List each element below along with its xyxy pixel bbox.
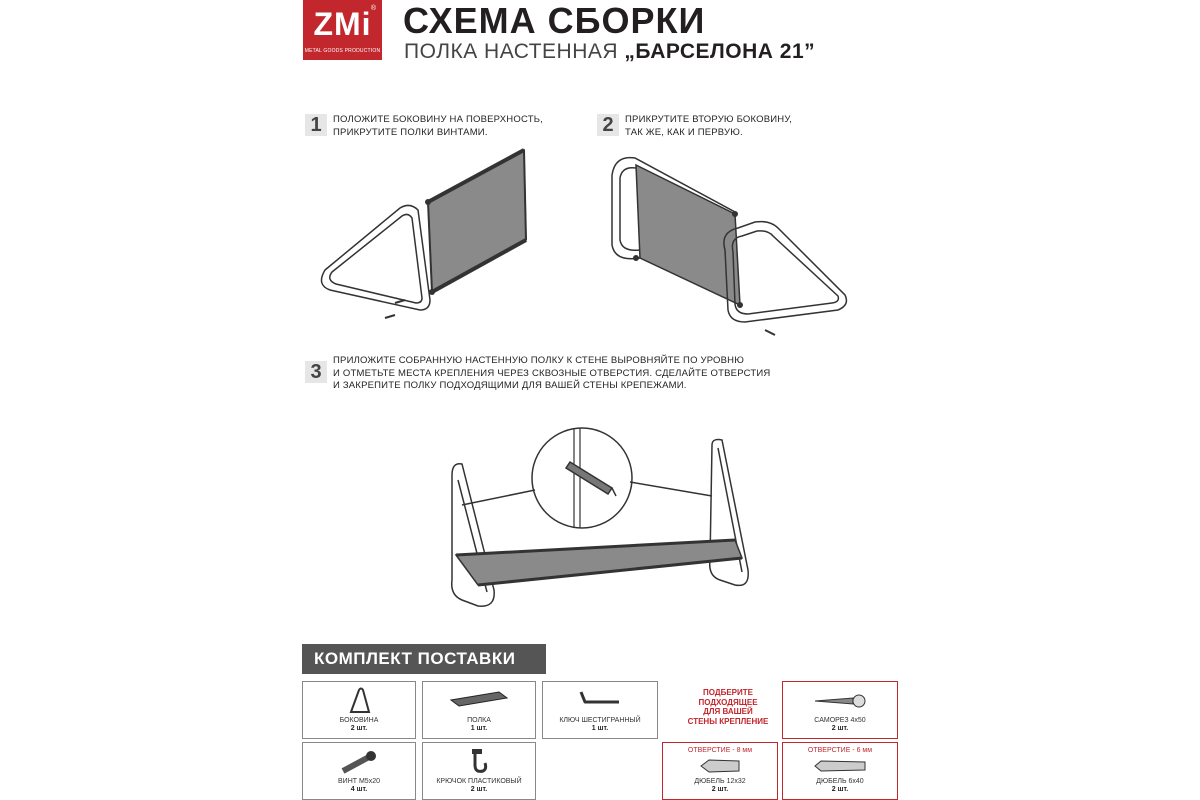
kit-item-label: ДЮБЕЛЬ 6x40 (816, 778, 864, 785)
logo-text: ZMi (313, 6, 372, 42)
logo-registered-mark: ® (370, 5, 376, 12)
step-2-text: ПРИКРУТИТЕ ВТОРУЮ БОКОВИНУ, ТАК ЖЕ, КАК И ПЕРВУЮ. (625, 114, 793, 138)
side-frame-icon (347, 686, 371, 716)
hole-size-label: ОТВЕРСТИЕ - 8 мм (687, 747, 753, 754)
shelf-icon (449, 690, 509, 710)
kit-item-label: САМОРЕЗ 4x50 (814, 717, 866, 724)
hex-key-icon (577, 688, 623, 712)
kit-item-shelf (422, 681, 536, 739)
kit-item-qty: 1 шт. (591, 725, 609, 732)
kit-item-label: ПОЛКА (467, 717, 491, 724)
kit-item-hex-key (542, 681, 658, 739)
page-title: СХЕМА СБОРКИ (403, 0, 706, 41)
kit-item-dowel-6x40 (782, 742, 898, 800)
kit-item-label: БОКОВИНА (339, 717, 379, 724)
kit-item-side-frame (302, 681, 416, 739)
kit-item-label: КЛЮЧ ШЕСТИГРАННЫЙ (559, 717, 641, 724)
screw-icon (813, 692, 867, 710)
hole-size-label: ОТВЕРСТИЕ - 6 мм (807, 747, 873, 754)
kit-item-qty: 2 шт. (470, 786, 488, 793)
kit-item-label: ВИНТ М5x20 (338, 778, 380, 785)
step-3-text: ПРИЛОЖИТЕ СОБРАННУЮ НАСТЕННУЮ ПОЛКУ К СТЕНЕ ВЫРОВНЯЙТЕ ПО УРОВНЮ И ОТМЕТЬТЕ МЕСТА КРЕПЛЕНИЯ ЧЕРЕЗ СКВОЗНЫЕ ОТВЕРСТИЯ. СДЕЛАЙТЕ ОТВЕРСТИЯ И ЗАКРЕПИТЕ ПОЛКУ ПОДХОДЯЩИМИ ДЛЯ ВАШЕЙ СТЕНЫ КРЕПЕЖАМИ. (333, 355, 771, 391)
kit-item-qty: 1 шт. (470, 725, 488, 732)
bolt-icon (339, 751, 379, 775)
subtitle-prefix: ПОЛКА НАСТЕННАЯ (404, 40, 619, 63)
hook-icon (469, 747, 491, 777)
kit-item-label: ДЮБЕЛЬ 12x32 (694, 778, 746, 785)
step-1-text: ПОЛОЖИТЕ БОКОВИНУ НА ПОВЕРХНОСТЬ, ПРИКРУТИТЕ ПОЛКИ ВИНТАМИ. (333, 114, 543, 138)
kit-item-label: КРЮЧОК ПЛАСТИКОВЫЙ (436, 778, 522, 785)
kit-item-qty: 4 шт. (350, 786, 368, 793)
kit-item-qty: 2 шт. (831, 786, 849, 793)
kit-item-qty: 2 шт. (831, 725, 849, 732)
product-name: „БАРСЕЛОНА 21” (624, 40, 816, 63)
dowel-icon (699, 757, 741, 775)
kit-item-bolt (302, 742, 416, 800)
step-2-number: 2 (597, 114, 619, 136)
kit-item-qty: 2 шт. (711, 786, 729, 793)
dowel-icon (813, 757, 867, 775)
step-3-number: 3 (305, 361, 327, 383)
kit-item-screw (782, 681, 898, 739)
logo-subtitle: METAL GOODS PRODUCTION (304, 48, 381, 54)
step-1-number: 1 (305, 114, 327, 136)
kit-item-dowel-12x32 (662, 742, 778, 800)
fastener-note: ПОДБЕРИТЕ ПОДХОДЯЩЕЕ ДЛЯ ВАШЕЙ СТЕНЫ КРЕПЛЕНИЕ (687, 688, 769, 726)
kit-header: КОМПЛЕКТ ПОСТАВКИ (302, 644, 546, 674)
kit-item-qty: 2 шт. (350, 725, 368, 732)
kit-item-hook (422, 742, 536, 800)
